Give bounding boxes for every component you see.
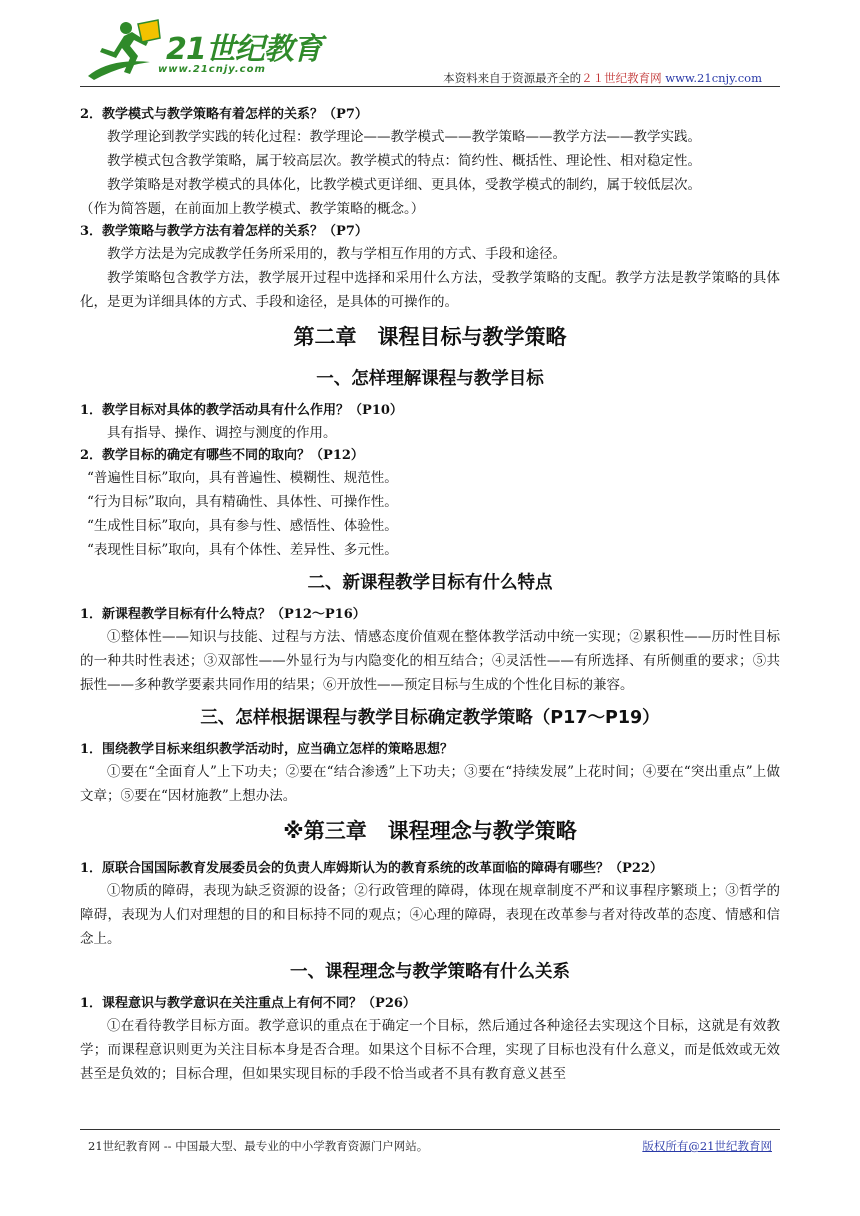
paragraph: 教学策略包含教学方法，教学展开过程中选择和采用什么方法，受教学策略的支配。教学方法是教学策略的具体化，是更为详细具体的方式、手段和途径，是具体的可操作的。 [80, 270, 780, 310]
logo [80, 18, 322, 84]
question-title: 1．课程意识与教学意识在关注重点上有何不同？（P26） [80, 996, 416, 1011]
section-title: 二、新课程教学目标有什么特点 [307, 573, 553, 593]
logo-url: www.21cnjy.com [158, 64, 266, 75]
header-note-brand: ２１世纪教育网 [581, 71, 662, 85]
question-title: 3．教学策略与教学方法有着怎样的关系？（P7） [80, 224, 368, 239]
chapter-title: 第二章 课程目标与教学策略 [293, 325, 567, 349]
paragraph: ①物质的障碍，表现为缺乏资源的设备；②行政管理的障碍，体现在规章制度不严和议事程序繁琐上；③哲学的障碍，表现为人们对理想的目的和目标持不同的观点；④心理的障碍，表现在改革参与者对待改革的态度、情感和信念上。 [80, 883, 780, 947]
footer-divider [80, 1129, 780, 1130]
document-body [80, 104, 780, 1086]
question-title: 1．新课程教学目标有什么特点？（P12～P16） [80, 607, 366, 622]
list-item: “生成性目标”取向，具有参与性、感悟性、体验性。 [87, 518, 398, 534]
header-note-prefix: 本资料来自于资源最齐全的 [443, 71, 582, 85]
list-item: “普遍性目标”取向，具有普遍性、模糊性、规范性。 [87, 470, 398, 486]
header-source-note [443, 70, 762, 86]
paragraph: 教学理论到教学实践的转化过程：教学理论——教学模式——教学策略——教学方法——教学实践。 [107, 129, 701, 145]
section-title: 一、怎样理解课程与教学目标 [316, 369, 544, 389]
paragraph: 教学方法是为完成教学任务所采用的，教与学相互作用的方式、手段和途径。 [107, 246, 566, 262]
paragraph: 教学策略是对教学模式的具体化，比教学模式更详细、更具体，受教学模式的制约，属于较低层次。 [107, 177, 701, 193]
header-note-url[interactable]: www.21cnjy.com [665, 71, 762, 85]
page-header [80, 18, 780, 86]
paragraph: ①要在“全面育人”上下功夫；②要在“结合渗透”上下功夫；③要在“持续发展”上花时间；④要在“突出重点”上做文章；⑤要在“因材施教”上想办法。 [80, 764, 780, 804]
question-title: 2．教学模式与教学策略有着怎样的关系？（P7） [80, 107, 368, 122]
paragraph: ①在看待教学目标方面。教学意识的重点在于确定一个目标，然后通过各种途径去实现这个目标，这就是有效教学；而课程意识则更为关注目标本身是否合理。如果这个目标不合理，实现了目标也没有什么意义，而是低效或无效甚至是负效的；目标合理，但如果实现目标的手段不恰当或者不具有教育意义甚至 [80, 1018, 780, 1082]
list-item: “行为目标”取向，具有精确性、具体性、可操作性。 [87, 494, 398, 510]
paragraph: 具有指导、操作、调控与测度的作用。 [107, 425, 337, 441]
footer-site-note: 21世纪教育网 -- 中国最大型、最专业的中小学教育资源门户网站。 [88, 1139, 429, 1153]
paragraph: ①整体性——知识与技能、过程与方法、情感态度价值观在整体教学活动中统一实现；②累积性——历时性目标的一种共时性表述；③双部性——外显行为与内隐变化的相互结合；④灵活性——有所选择、有所侧重的要求；⑤共振性——多种教学要素共同作用的结果；⑥开放性——预定目标与生成的个性化目标的兼容。 [80, 629, 780, 693]
header-divider [80, 86, 780, 87]
paragraph: 教学模式包含教学策略，属于较高层次。教学模式的特点：简约性、概括性、理论性、相对稳定性。 [107, 153, 701, 169]
question-title: 1．围绕教学目标来组织教学活动时，应当确立怎样的策略思想？ [80, 742, 454, 757]
question-title: 1．教学目标对具体的教学活动具有什么作用？（P10） [80, 403, 403, 418]
logo-text: 21世纪教育 [166, 32, 322, 67]
chapter-title: ※第三章 课程理念与教学策略 [283, 819, 577, 843]
paragraph-note: （作为简答题，在前面加上教学模式、教学策略的概念。） [80, 201, 425, 217]
question-title: 1．原联合国国际教育发展委员会的负责人库姆斯认为的教育系统的改革面临的障碍有哪些？（P22） [80, 861, 663, 876]
footer-copyright-link[interactable]: 版权所有@21世纪教育网 [642, 1139, 772, 1153]
list-item: “表现性目标”取向，具有个体性、差异性、多元性。 [87, 542, 398, 558]
question-title: 2．教学目标的确定有哪些不同的取向？（P12） [80, 448, 364, 463]
runner-logo-icon [80, 18, 170, 84]
section-title: 三、怎样根据课程与教学目标确定教学策略（P17～P19） [200, 708, 660, 728]
section-title: 一、课程理念与教学策略有什么关系 [290, 962, 570, 982]
